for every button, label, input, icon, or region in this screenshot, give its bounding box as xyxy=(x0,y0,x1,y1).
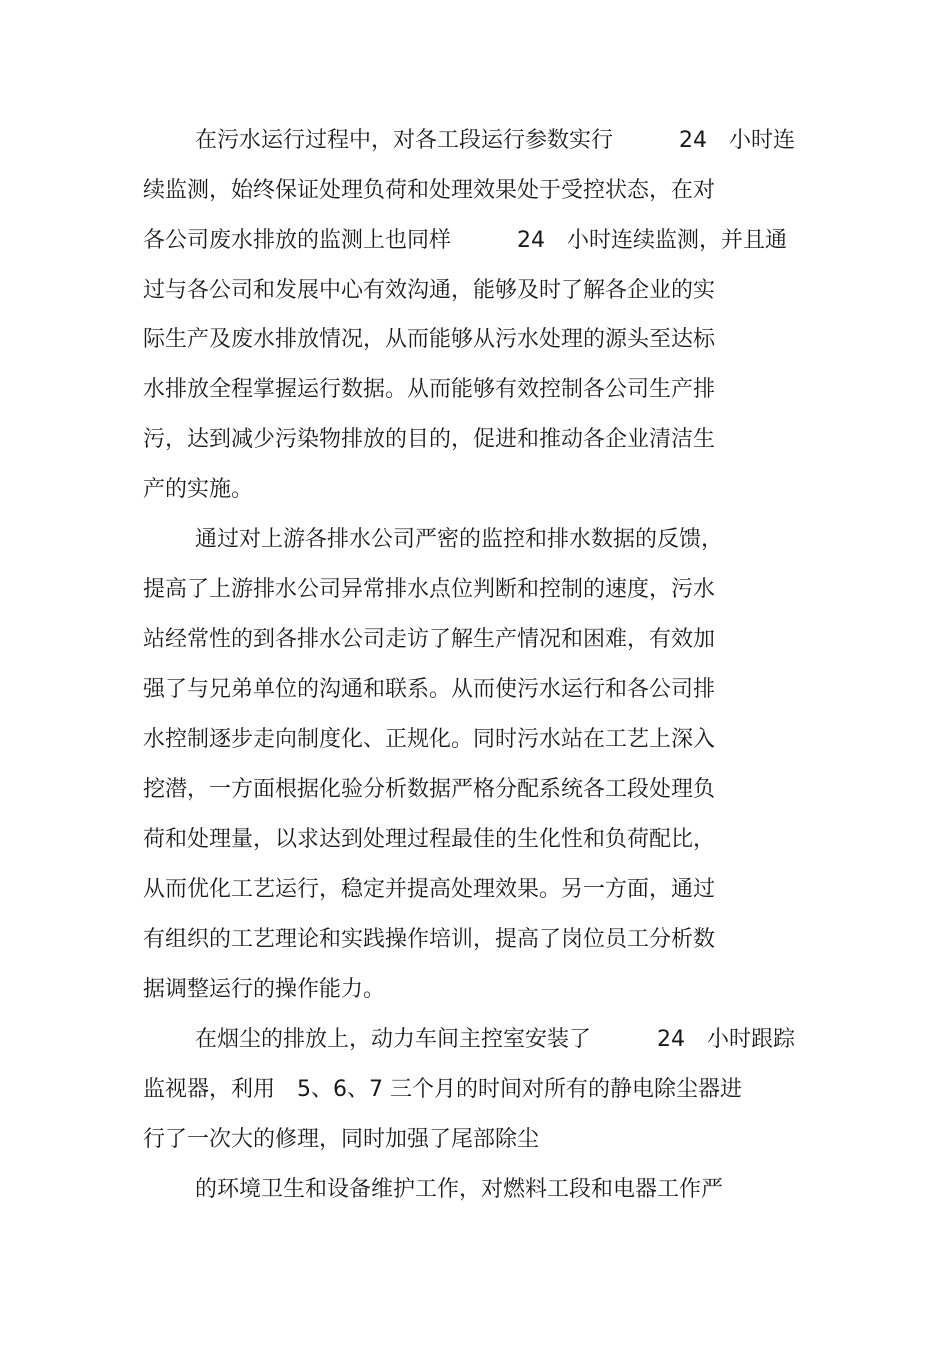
text-line: 的环境卫生和设备维护工作，对燃料工段和电器工作严 xyxy=(195,1177,724,1202)
text-line: 通过对上游各排水公司严密的监控和排水数据的反馈， xyxy=(195,527,724,552)
text-line: 水控制逐步走向制度化、正规化。同时污水站在工艺上深入 xyxy=(143,727,716,752)
text-line: 荷和处理量，以求达到处理过程最佳的生化性和负荷配比， xyxy=(143,827,716,852)
text-line: 污，达到减少污染物排放的目的，促进和推动各企业清洁生 xyxy=(143,427,716,452)
text-line: 站经常性的到各排水公司走访了解生产情况和困难，有效加 xyxy=(143,627,716,652)
text-line: 据调整运行的操作能力。 xyxy=(143,977,386,1002)
text-line: 监视器，利用 5、6、7 三个月的时间对所有的静电除尘器进 xyxy=(143,1077,742,1102)
text-line: 际生产及废水排放情况，从而能够从污水处理的源头至达标 xyxy=(143,327,716,352)
text-line: 续监测，始终保证处理负荷和处理效果处于受控状态，在对 xyxy=(143,178,716,203)
text-line: 过与各公司和发展中心有效沟通，能够及时了解各企业的实 xyxy=(143,278,716,303)
text-line: 挖潜，一方面根据化验分析数据严格分配系统各工段处理负 xyxy=(143,777,716,802)
text-line: 强了与兄弟单位的沟通和联系。从而使污水运行和各公司排 xyxy=(143,677,716,702)
text-line: 行了一次大的修理，同时加强了尾部除尘 xyxy=(143,1127,540,1152)
text-line: 在烟尘的排放上，动力车间主控室安装了 24 小时跟踪 xyxy=(195,1027,795,1052)
text-line: 在污水运行过程中，对各工段运行参数实行 24 小时连 xyxy=(195,128,795,153)
text-line: 提高了上游排水公司异常排水点位判断和控制的速度，污水 xyxy=(143,577,716,602)
text-line: 产的实施。 xyxy=(143,477,254,502)
text-line: 水排放全程掌握运行数据。从而能够有效控制各公司生产排 xyxy=(143,377,716,402)
text-line: 有组织的工艺理论和实践操作培训，提高了岗位员工分析数 xyxy=(143,927,716,952)
text-line: 各公司废水排放的监测上也同样 24 小时连续监测，并且通 xyxy=(143,228,787,253)
text-line: 从而优化工艺运行，稳定并提高处理效果。另一方面，通过 xyxy=(143,877,716,902)
